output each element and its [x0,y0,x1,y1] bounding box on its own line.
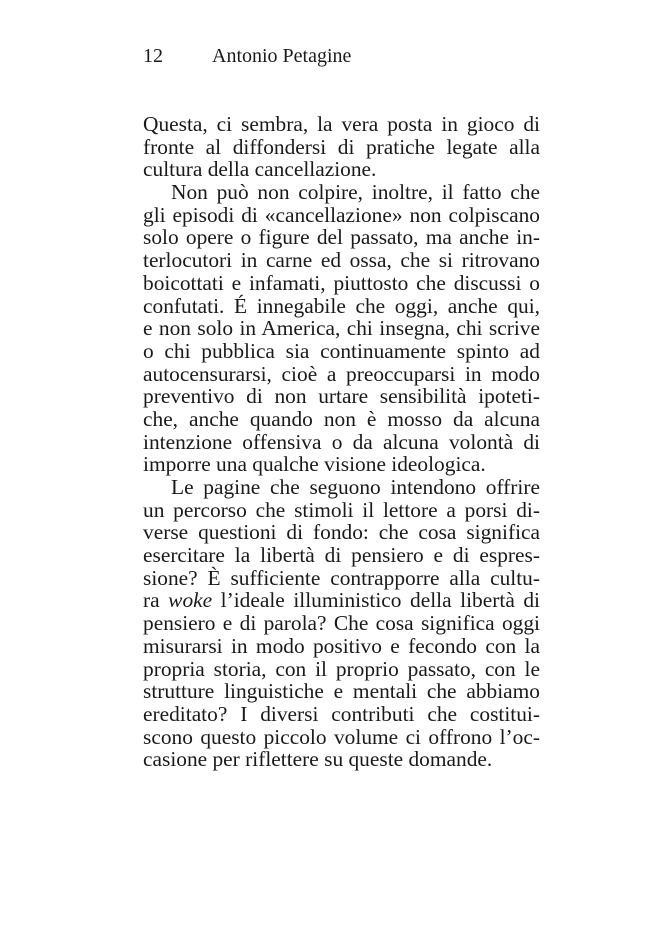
text-line: gli episodi di «cancellazione» non colpiscano [143,202,540,227]
text-line: strutture linguistiche e mentali che abbiamo [143,679,540,704]
text-line: sione? È sufficiente contrapporre alla cultu- [143,565,540,590]
paragraph [143,181,540,476]
text-line: imporre una qualche visione ideologica. [143,452,486,477]
text-line: cultura della cancellazione. [143,157,377,182]
running-title: Antonio Petagine [212,45,352,67]
text-segment: l’ideale illuministico della libertà di [212,588,540,613]
text-line: terlocutori in carne ed ossa, che si ritrovano [143,248,540,273]
text-line: esercitare la libertà di pensiero e di espres- [143,543,540,568]
text-line: e non solo in America, chi insegna, chi scrive [143,316,540,341]
text-line: fronte al diffondersi di pratiche legate alla [143,134,540,159]
text-line: pensiero e di parola? Che cosa significa oggi [143,611,540,636]
page-number: 12 [143,45,163,67]
italic-term: woke [168,588,213,613]
text-line: autocensurarsi, cioè a preoccuparsi in modo [143,361,540,386]
paragraph [143,113,540,181]
text-segment: ra [143,588,169,613]
text-line: o chi pubblica sia continuamente spinto ad [143,338,540,363]
text-line: Non può non colpire, inoltre, il fatto che [171,180,540,205]
text-line: misurarsi in modo positivo e fecondo con la [143,633,540,658]
text-line: che, anche quando non è mosso da alcuna [143,406,540,431]
text-line: preventivo di non urtare sensibilità ipoteti- [143,384,540,409]
text-line: un percorso che stimoli il lettore a porsi di- [143,497,540,522]
text-line: casione per riflettere su queste domande. [143,747,493,772]
text-line: verse questioni di fondo: che cosa significa [143,520,540,545]
text-line: boicottati e infamati, piuttosto che discussi o [143,270,540,295]
text-line: scono questo piccolo volume ci offrono l’oc- [143,724,540,749]
text-line: solo opere o figure del passato, ma anche in- [143,225,540,250]
text-line: confutati. É innegabile che oggi, anche qui, [143,293,540,318]
text-line [143,589,540,612]
text-line: Le pagine che seguono intendono offrire [171,475,540,499]
paragraph [143,476,540,771]
text-line: propria storia, con il proprio passato, con le [143,656,540,681]
running-header [143,44,351,68]
text-line: Questa, ci sembra, la vera posta in gioco di [143,112,540,136]
text-line: intenzione offensiva o da alcuna volontà di [143,429,540,454]
text-line: ereditato? I diversi contributi che costitui- [143,701,540,726]
body-text [143,113,540,771]
